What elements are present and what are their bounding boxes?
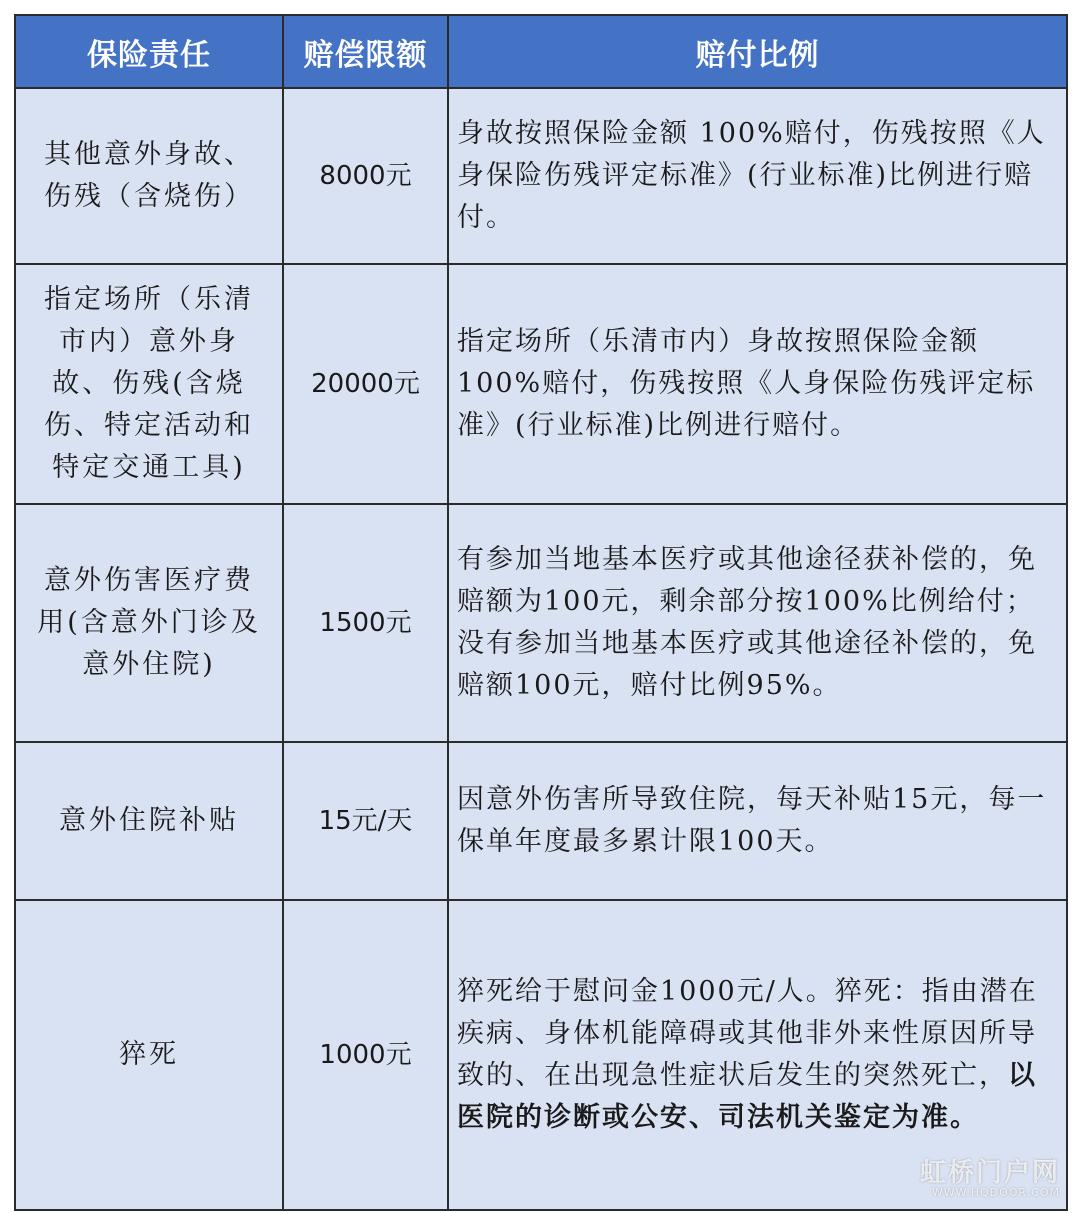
watermark-title: 虹桥门户网 xyxy=(919,1158,1060,1188)
insurance-coverage-table xyxy=(14,14,1068,1211)
site-watermark xyxy=(920,1159,1060,1199)
watermark-url: WWW.HQDOOR.COM xyxy=(931,1186,1060,1199)
cell-ratio: 因意外伤害所导致住院，每天补贴15元，每一保单年度最多累计限100天。 xyxy=(448,742,1067,900)
insurance-table-container xyxy=(14,14,1066,1198)
cell-limit: 15元/天 xyxy=(283,742,448,900)
table-row xyxy=(15,88,1067,264)
table-row xyxy=(15,900,1067,1210)
cell-limit: 8000元 xyxy=(283,88,448,264)
table-row xyxy=(15,264,1067,504)
table-row xyxy=(15,504,1067,742)
cell-limit: 1000元 xyxy=(283,900,448,1210)
cell-responsibility: 猝死 xyxy=(15,900,283,1210)
cell-ratio: 指定场所（乐清市内）身故按照保险金额100%赔付，伤残按照《人身保险伤残评定标准》(行业标准)比例进行赔付。 xyxy=(448,264,1067,504)
header-limit: 赔偿限额 xyxy=(283,15,448,88)
cell-ratio: 身故按照保险金额 100%赔付，伤残按照《人身保险伤残评定标准》(行业标准)比例进行赔付。 xyxy=(448,88,1067,264)
cell-responsibility: 其他意外身故、伤残（含烧伤） xyxy=(15,88,283,264)
cell-responsibility: 意外住院补贴 xyxy=(15,742,283,900)
header-responsibility: 保险责任 xyxy=(15,15,283,88)
ratio-text: 猝死给于慰问金1000元/人。猝死：指由潜在疾病、身体机能障碍或其他非外来性原因所导致的、在出现急性症状后发生的突然死亡， xyxy=(457,976,1038,1091)
ratio-text-bold: 以医院的诊断或公安、司法机关鉴定为准。 xyxy=(457,1060,1037,1133)
cell-limit: 20000元 xyxy=(283,264,448,504)
cell-responsibility: 意外伤害医疗费用(含意外门诊及意外住院) xyxy=(15,504,283,742)
table-row xyxy=(15,742,1067,900)
header-ratio: 赔付比例 xyxy=(448,15,1067,88)
cell-responsibility: 指定场所（乐清市内）意外身故、伤残(含烧伤、特定活动和特定交通工具) xyxy=(15,264,283,504)
cell-ratio: 有参加当地基本医疗或其他途径获补偿的，免赔额为100元，剩余部分按100%比例给付；没有参加当地基本医疗或其他途径补偿的，免赔额100元，赔付比例95%。 xyxy=(448,504,1067,742)
table-header-row xyxy=(15,15,1067,88)
cell-limit: 1500元 xyxy=(283,504,448,742)
